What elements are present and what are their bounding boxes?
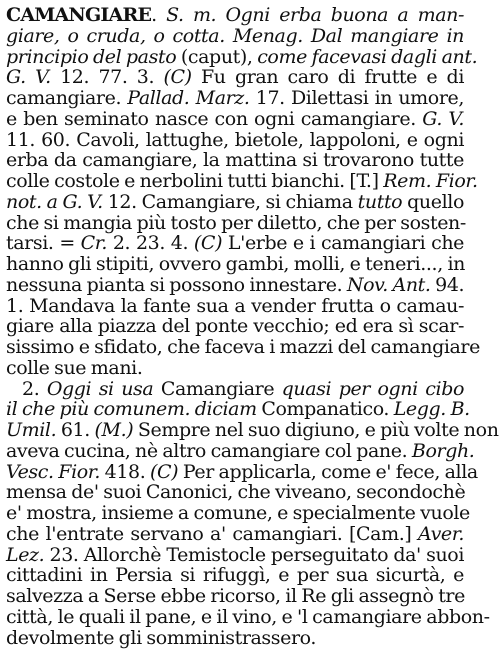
text-segment: 11. 60. Cavoli, lattughe, bietole, lappoloni, e ogni — [6, 128, 464, 151]
text-segment: 17. Dilettasi in umore, — [249, 87, 465, 109]
text-segment: G. V. — [6, 66, 51, 89]
text-segment: camangiare. — [6, 87, 128, 109]
text-segment: Rem. Fior. — [383, 170, 478, 192]
text-segment: quasi per ogni cibo — [281, 377, 465, 400]
text-segment: (C) — [150, 460, 179, 483]
text-segment: città, le quali il pane, e il vino, e 'l camangiare abbon- — [6, 605, 490, 628]
text-segment: Oggi si usa — [46, 377, 154, 400]
text-segment: 12. Camangiare, si chiama — [102, 190, 358, 213]
text-segment: colle sue mani. — [6, 356, 143, 379]
text-segment: hanno gli stipiti, ovvero gambi, molli, e teneri..., in — [6, 253, 465, 275]
text-segment: tarsi. = — [6, 232, 81, 255]
text-segment: Pallad. Marz. — [127, 87, 250, 109]
text-segment: 1. Mandava la fante sua a vender frutta o camau- — [6, 294, 464, 317]
text-segment: tutto — [357, 190, 403, 213]
text-segment: Cr. — [80, 232, 108, 255]
text-segment: Umil. — [6, 419, 57, 441]
text-segment: nessuna pianta si possono innestare. — [6, 273, 347, 296]
text-segment: (caput), — [176, 45, 258, 68]
text-segment: mensa de' suoi Canonici, che viveano, secondochè — [6, 481, 466, 504]
text-segment: 418. — [100, 460, 151, 483]
headword: CAMANGIARE — [6, 4, 152, 26]
text-segment: 2. — [22, 377, 47, 400]
text-segment: che si mangia più tosto per diletto, che per sosten- — [6, 211, 466, 234]
text-segment: S. m. Ogni erba buona a man- — [166, 4, 465, 26]
text-segment: cittadini in Persia si rifuggì, e per sua sicurtà, e — [6, 564, 464, 587]
text-segment: 23. Allorchè Temistocle perseguitato da' suoi — [44, 543, 464, 566]
text-segment: G. V. — [422, 107, 464, 130]
text-segment: Camangiare — [153, 377, 282, 400]
text-segment: L'erbe e i camangiari che — [222, 232, 465, 255]
text-segment: aveva cucina, nè altro camangiare col pane. — [6, 439, 412, 462]
text-segment: giare, o cruda, o cotta. Menag. Dal mangiare in — [6, 24, 464, 47]
text-segment: Legg. B. — [393, 398, 470, 421]
text-segment: 94. — [430, 273, 465, 296]
text-segment: colle costole e nerbolini tutti bianchi. [T.] — [6, 170, 384, 192]
text-segment: quello — [402, 190, 464, 213]
text-segment: il che più comunem. diciam — [6, 398, 257, 421]
text-segment: not. a G. V. — [6, 190, 103, 213]
text-segment: (C) — [163, 66, 192, 89]
text-segment: giare alla piazza del ponte vecchio; ed era sì scar- — [6, 315, 464, 338]
text-segment: e' mostra, insieme a comune, e specialmente vuole — [6, 502, 470, 524]
text-segment: sissimo e sfidato, che faceva i mazzi del camangiare — [6, 336, 480, 358]
text-segment: Aver. — [418, 522, 464, 545]
text-segment: Per applicarla, come e' fece, alla — [178, 460, 478, 483]
text-segment: Companatico. — [256, 398, 394, 421]
text-segment: Borgh. — [411, 439, 475, 462]
text-segment: principio del pasto — [6, 45, 177, 68]
text-segment: 12. 77. 3. — [50, 66, 164, 89]
text-segment: Nov. Ant. — [346, 273, 431, 296]
text-segment: (M.) — [94, 419, 134, 441]
text-segment: 2. 23. 4. — [107, 232, 194, 255]
text-segment: salvezza a Serse ebbe ricorso, il Re gli assegnò tre — [6, 585, 465, 607]
text-segment: Vesc. Fior. — [6, 460, 101, 483]
text-segment: che l'entrate servano a' camangiari. [Cam.] — [6, 522, 419, 545]
text-segment: Fu gran caro di frutte e di — [191, 66, 464, 89]
text-segment: devolmente gli somministrassero. — [6, 626, 317, 649]
text-segment: (C) — [193, 232, 223, 255]
text-segment: Sempre nel suo digiuno, e più volte non — [133, 419, 499, 441]
text-line — [6, 625, 464, 651]
text-segment: erba da camangiare, la mattina si trovarono tutte — [6, 149, 464, 172]
text-segment: e ben seminato nasce con ogni camangiare. — [6, 107, 423, 130]
text-segment: Lez. — [6, 543, 45, 566]
text-segment: 61. — [56, 419, 95, 441]
text-segment: come facevasi dagli ant. — [257, 45, 478, 68]
text-segment: . — [151, 4, 167, 26]
